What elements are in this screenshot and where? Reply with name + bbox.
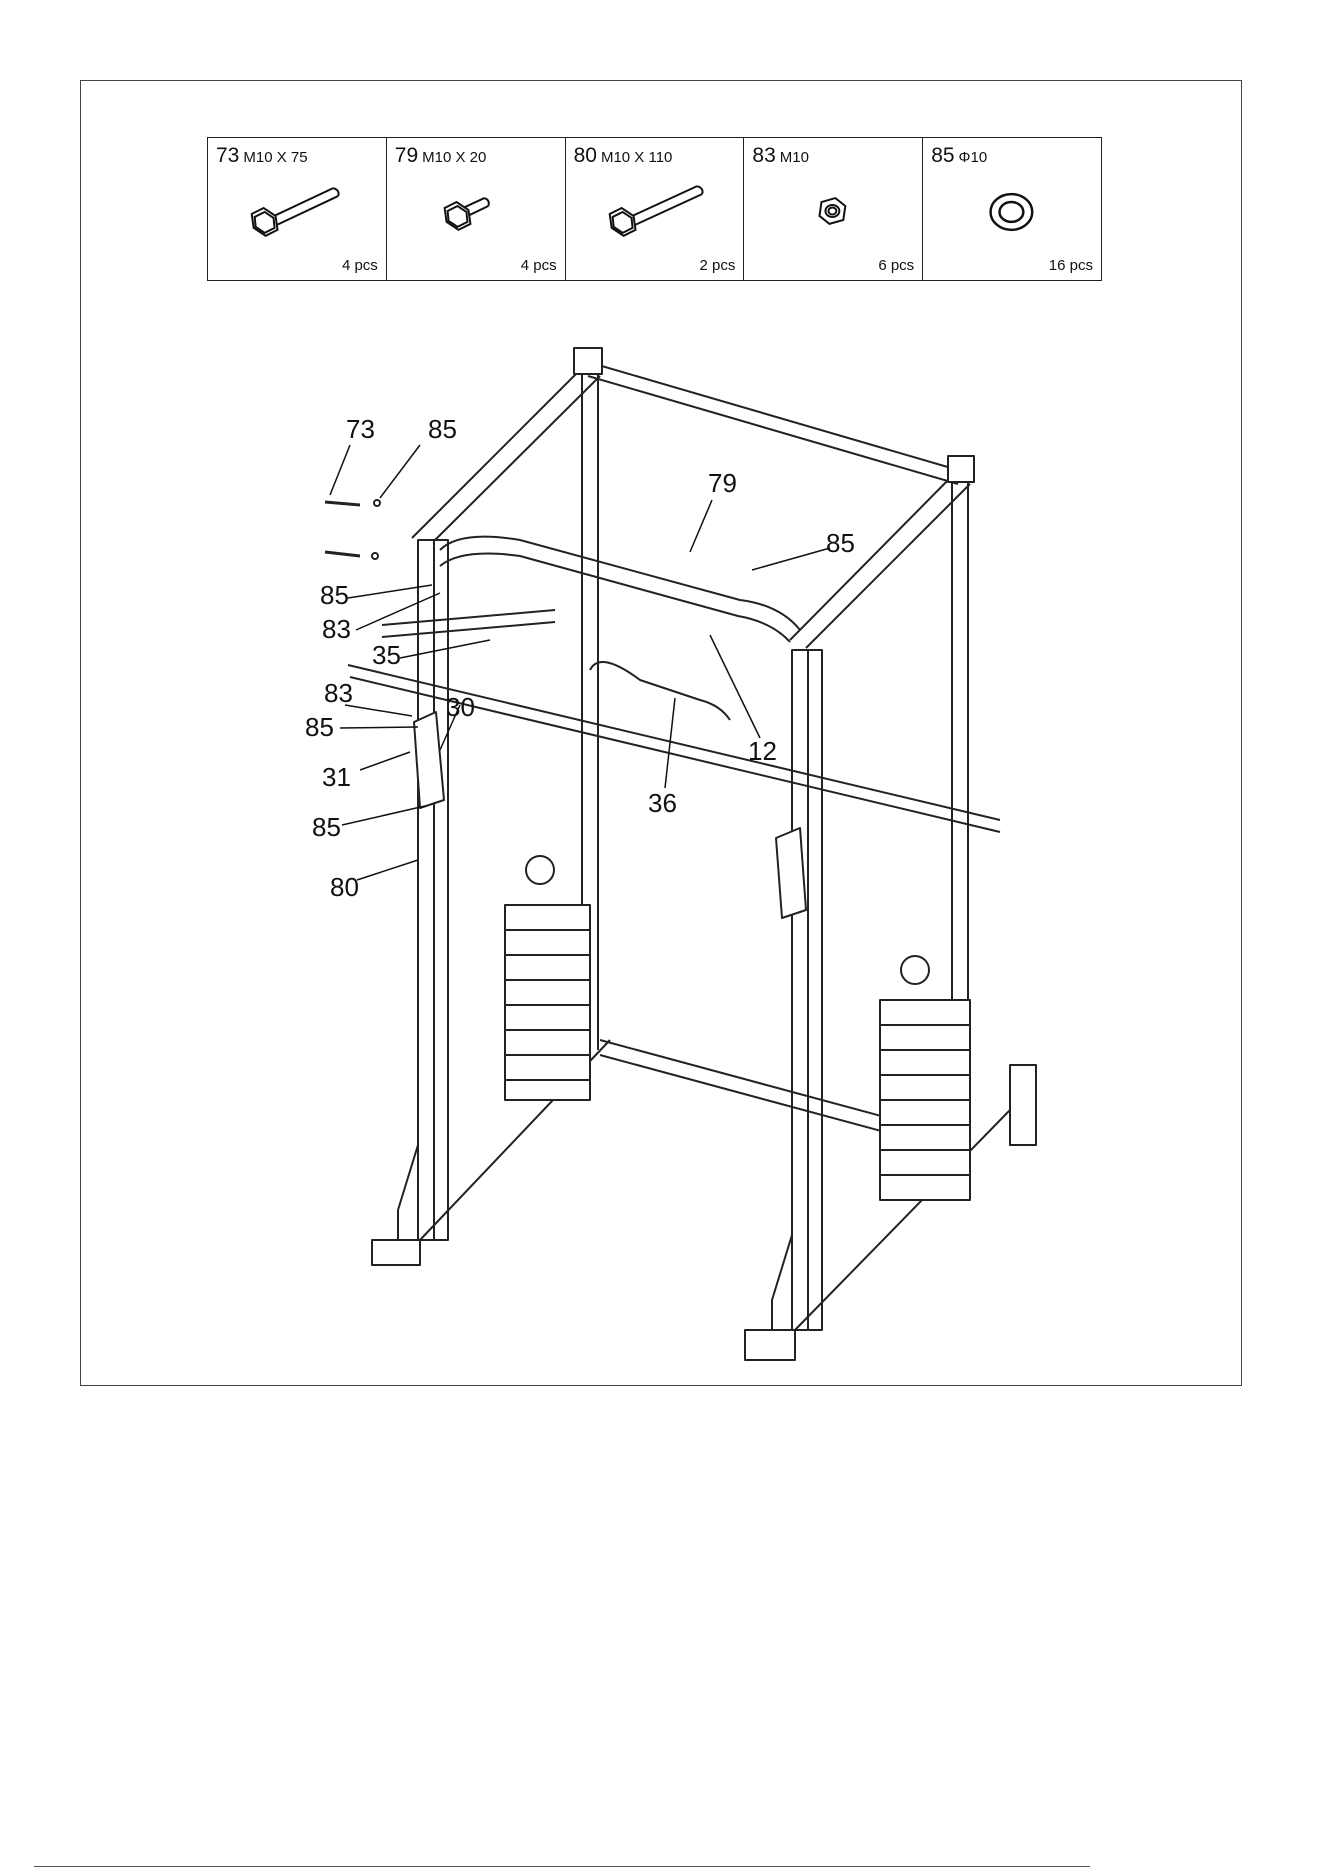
footer-rule: [34, 1866, 1090, 1867]
callout-12: 12: [748, 736, 777, 766]
callout-79: 79: [708, 468, 737, 498]
callout-31: 31: [322, 762, 351, 792]
hardware-label: 73 M10 X 75: [216, 144, 308, 167]
hardware-label: 83 M10: [752, 144, 809, 167]
callout-83: 83: [324, 678, 353, 708]
callout-85: 85: [826, 528, 855, 558]
callout-80: 80: [330, 872, 359, 902]
bolt-73: [325, 502, 360, 505]
callout-36: 36: [648, 788, 677, 818]
dip-handle: [382, 610, 555, 625]
hardware-label: 80 M10 X 110: [573, 144, 673, 167]
hardware-quantity: 4 pcs: [341, 257, 378, 274]
left-weight-stack: [505, 856, 590, 1100]
callout-85: 85: [312, 812, 341, 842]
callout-85: 85: [428, 414, 457, 444]
callout-35: 35: [372, 640, 401, 670]
hardware-quantity: 6 pcs: [878, 257, 915, 274]
callout-83: 83: [322, 614, 351, 644]
hardware-label: 79 M10 X 20: [394, 144, 487, 167]
leader-lines: [330, 445, 830, 880]
front-left-upright: [372, 540, 610, 1265]
hardware-quantity: 16 pcs: [1048, 257, 1093, 274]
callout-85: 85: [320, 580, 349, 610]
callout-30: 30: [446, 692, 475, 722]
callout-73: 73: [346, 414, 375, 444]
hardware-quantity: 2 pcs: [699, 257, 736, 274]
callout-85: 85: [305, 712, 334, 742]
hardware-label: 85 Φ10: [931, 144, 988, 167]
hardware-quantity: 4 pcs: [520, 257, 557, 274]
right-weight-stack: [880, 956, 1036, 1200]
lat-bar: [590, 662, 730, 720]
